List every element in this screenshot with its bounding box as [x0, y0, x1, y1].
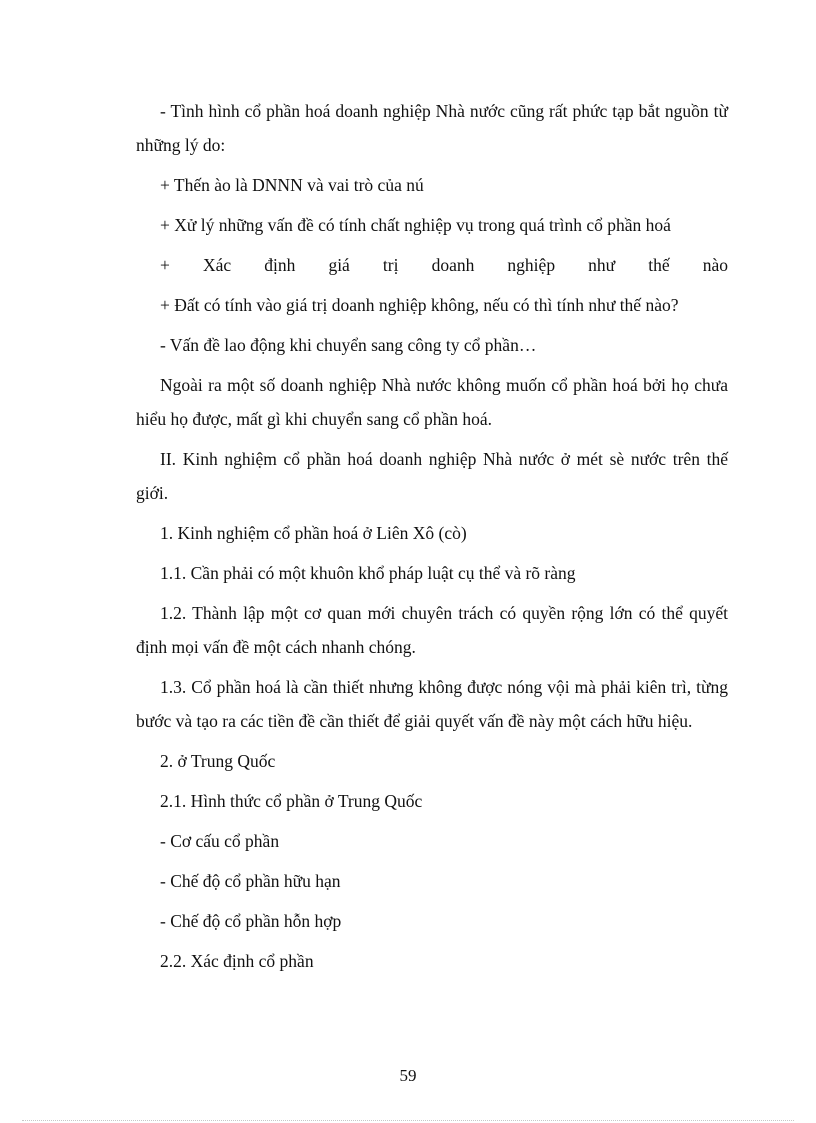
page-bottom-divider — [22, 1120, 794, 1121]
paragraph-reasons-intro: - Tình hình cổ phần hoá doanh nghiệp Nhà nước cũng rất phức tạp bắt nguồn từ những lý do: — [136, 101, 728, 155]
list-item-share-structure: - Cơ cấu cổ phần — [160, 831, 280, 851]
item-share-forms-china: 2.1. Hình thức cổ phần ở Trung Quốc — [160, 791, 423, 811]
section-heading-international-experience: II. Kinh nghiệm cổ phần hoá doanh nghiệp Nhà nước ở mét sè nước trên thế giới. — [136, 449, 728, 503]
paragraph-reluctance: Ngoài ra một số doanh nghiệp Nhà nước không muốn cổ phần hoá bởi họ chưa hiểu họ được, mất gì khi chuyển sang cổ phần hoá. — [136, 375, 728, 429]
subsection-heading-soviet-union: 1. Kinh nghiệm cổ phần hoá ở Liên Xô (cò) — [160, 523, 467, 543]
list-item-limited-shares: - Chế độ cổ phần hữu hạn — [160, 871, 341, 891]
list-item-professional-issues: + Xử lý những vấn đề có tính chất nghiệp vụ trong quá trình cổ phần hoá — [160, 215, 671, 235]
item-new-agency: 1.2. Thành lập một cơ quan mới chuyên trách có quyền rộng lớn có thể quyết định mọi vấn đề một cách nhanh chóng. — [136, 603, 728, 657]
page-number: 59 — [399, 1066, 417, 1085]
list-item-mixed-shares: - Chế độ cổ phần hỗn hợp — [160, 911, 342, 931]
subsection-heading-china: 2. ở Trung Quốc — [160, 751, 276, 771]
list-item-state-enterprise-role: + Thến ào là DNNN và vai trò của nú — [160, 175, 424, 195]
document-body — [136, 94, 728, 984]
list-item-land-valuation: + Đất có tính vào giá trị doanh nghiệp không, nếu có thì tính như thế nào? — [160, 295, 679, 315]
list-item-labor-issue: - Vấn đề lao động khi chuyển sang công ty cổ phần… — [160, 335, 537, 355]
item-gradual-approach: 1.3. Cổ phần hoá là cần thiết nhưng không được nóng vội mà phải kiên trì, từng bước và tạo ra các tiền đề cần thiết để giải quyết vấn đề này một cách hữu hiệu. — [136, 677, 728, 731]
item-legal-framework: 1.1. Cần phải có một khuôn khổ pháp luật cụ thể và rõ ràng — [160, 563, 576, 583]
list-item-enterprise-valuation: + Xác định giá trị doanh nghiệp như thế nào — [160, 255, 728, 275]
item-share-determination: 2.2. Xác định cổ phần — [160, 951, 314, 971]
